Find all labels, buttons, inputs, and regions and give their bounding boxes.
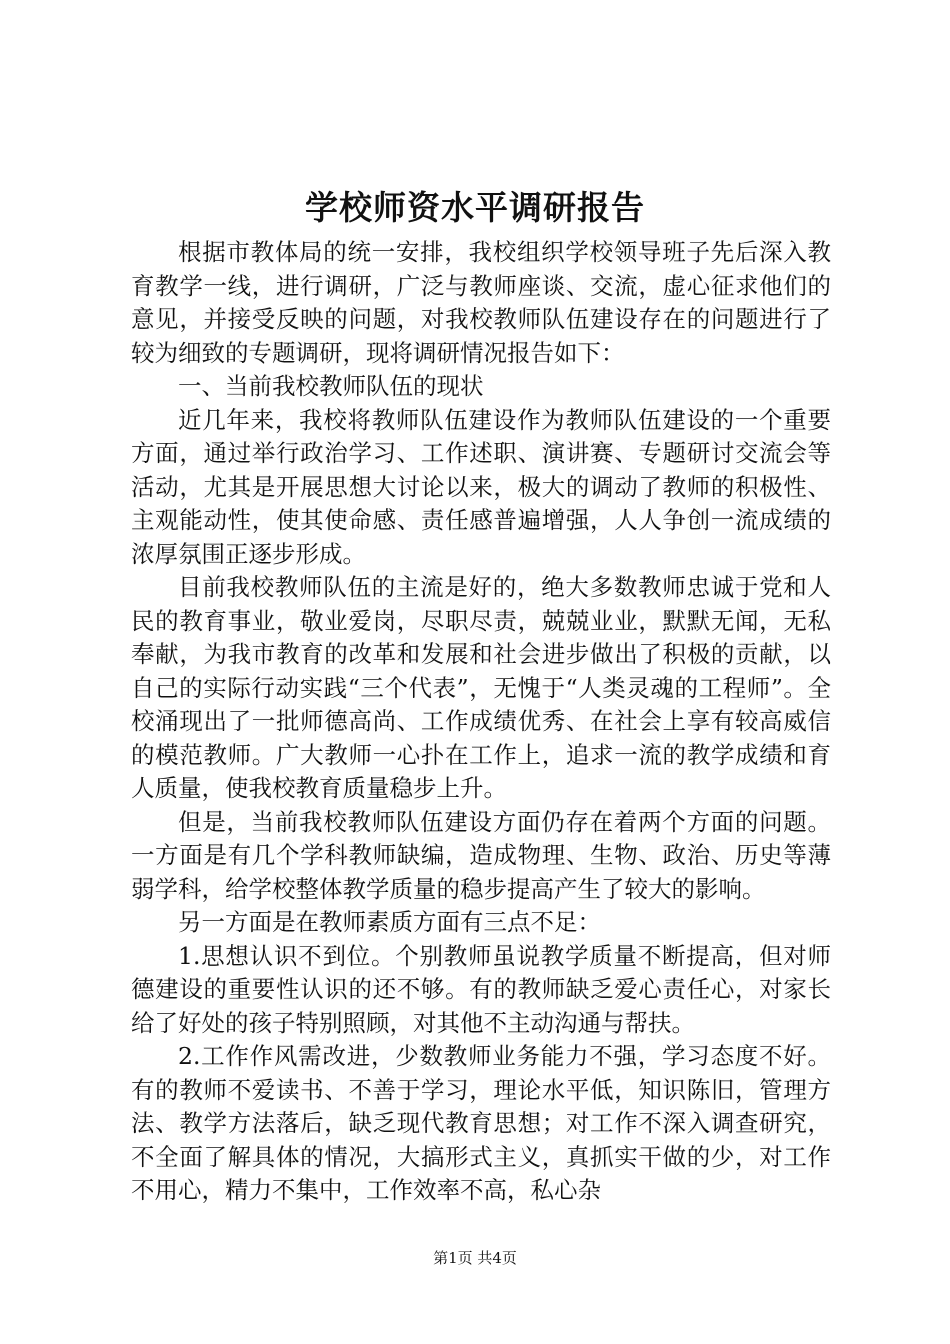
document-title: 学校师资水平调研报告 [305,188,645,227]
list-item: 2.工作作风需改进，少数教师业务能力不强，学习态度不好。有的教师不爱读书、不善于学习，理论水平低，知识陈旧，管理方法、教学方法落后，缺乏现代教育思想；对工作不深入调查研究，不全面了解具体的情况，大搞形式主义，真抓实干做的少，对工作不用心，精力不集中，工作效率不高，私心杂 [131,1042,831,1204]
body-paragraph: 近几年来，我校将教师队伍建设作为教师队伍建设的一个重要方面，通过举行政治学习、工作述职、演讲赛、专题研讨交流会等活动，尤其是开展思想大讨论以来，极大的调动了教师的积极性、主观能动性，使其使命感、责任感普遍增强，人人争创一流成绩的浓厚氛围正逐步形成。 [131,405,831,568]
intro-paragraph: 根据市教体局的统一安排，我校组织学校领导班子先后深入教育教学一线，进行调研，广泛与教师座谈、交流，虚心征求他们的意见，并接受反映的问题，对我校教师队伍建设存在的问题进行了较为细致的专题调研，现将调研情况报告如下： [131,238,831,367]
body-paragraph: 目前我校教师队伍的主流是好的，绝大多数教师忠诚于党和人民的教育事业，敬业爱岗，尽职尽责，兢兢业业，默默无闻，无私奉献，为我市教育的改革和发展和社会进步做出了积极的贡献，以自己的实际行动实践“三个代表”，无愧于“人类灵魂的工程师”。全校涌现出了一批师德高尚、工作成绩优秀、在社会上享有较高威信的模范教师。广大教师一心扑在工作上，追求一流的教学成绩和育人质量，使我校教育质量稳步上升。 [131,573,831,802]
document-body [131,236,831,1208]
list-item: 1.思想认识不到位。个别教师虽说教学质量不断提高，但对师德建设的重要性认识的还不够。有的教师缺乏爱心责任心，对家长给了好处的孩子特别照顾，对其他不主动沟通与帮扶。 [131,941,831,1037]
section-heading: 一、当前我校教师队伍的现状 [178,372,484,400]
body-paragraph: 但是，当前我校教师队伍建设方面仍存在着两个方面的问题。一方面是有几个学科教师缺编，造成物理、生物、政治、历史等薄弱学科，给学校整体教学质量的稳步提高产生了较大的影响。 [131,807,831,903]
page-number-footer: 第1页 共4页 [433,1249,517,1267]
body-paragraph: 另一方面是在教师素质方面有三点不足： [178,908,601,936]
